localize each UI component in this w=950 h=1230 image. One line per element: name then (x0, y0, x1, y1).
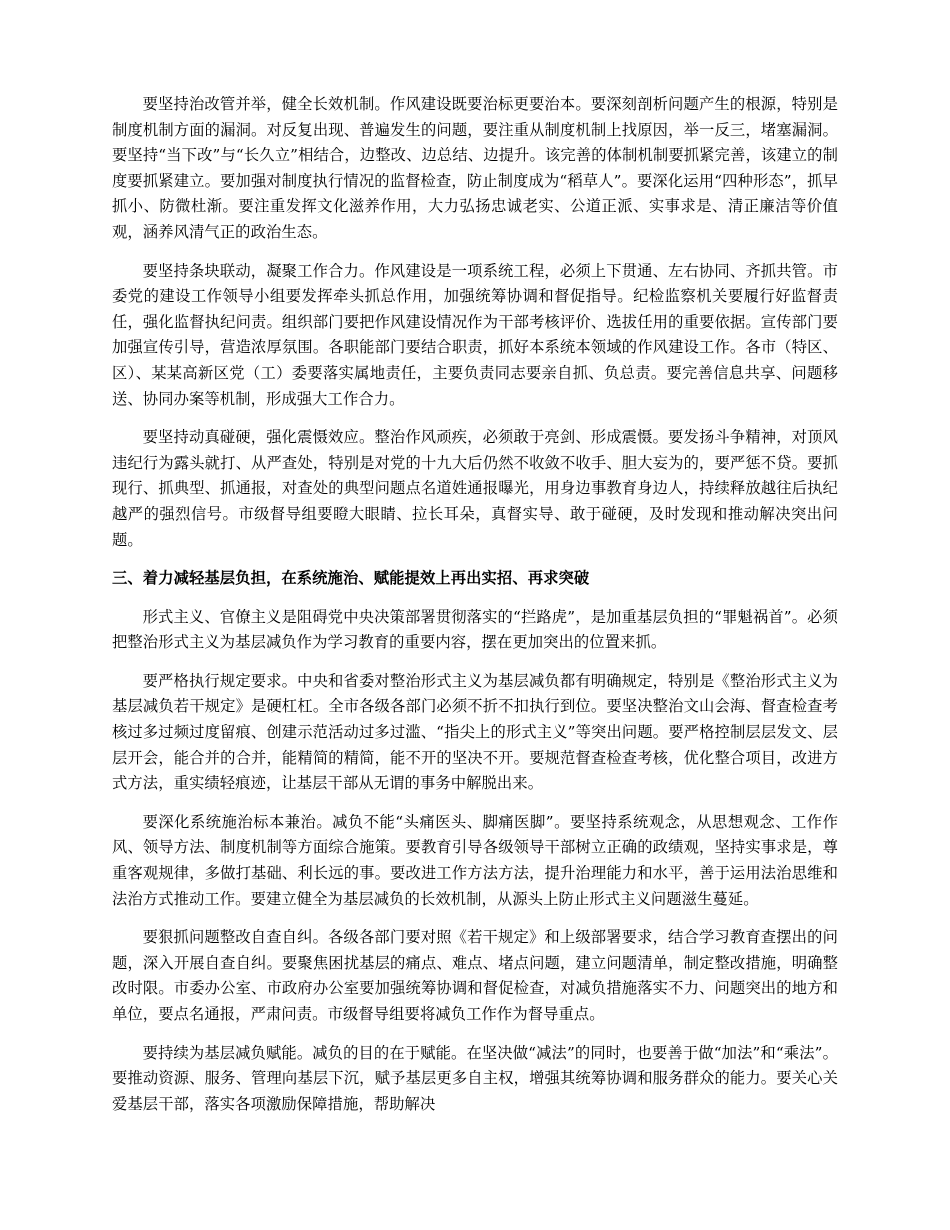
paragraph: 要坚持治改管并举，健全长效机制。作风建设既要治标更要治本。要深刻剖析问题产生的根源，特别是制度机制方面的漏洞。对反复出现、普遍发生的问题，要注重从制度机制上找原因，举一反三，堵塞漏洞。要坚持“当下改”与“长久立”相结合，边整改、边总结、边提升。该完善的体制机制要抓紧完善，该建立的制度要抓紧建立。要加强对制度执行情况的监督检查，防止制度成为“稻草人”。要深化运用“四种形态”，抓早抓小、防微杜渐。要注重发挥文化滋养作用，大力弘扬忠诚老实、公道正派、实事求是、清正廉洁等价值观，涵养风清气正的政治生态。 (112, 95, 838, 241)
paragraph: 要持续为基层减负赋能。减负的目的在于赋能。在坚决做“减法”的同时，也要善于做“加法”和“乘法”。要推动资源、服务、管理向基层下沉，赋予基层更多自主权，增强其统筹协调和服务群众的能力。要关心关爱基层干部，落实各项激励保障措施，帮助解决 (112, 1043, 838, 1113)
paragraph: 要坚持条块联动，凝聚工作合力。作风建设是一项系统工程，必须上下贯通、左右协同、齐抓共管。市委党的建设工作领导小组要发挥牵头抓总作用，加强统筹协调和督促指导。纪检监察机关要履行好监督责任，强化监督执纪问责。组织部门要把作风建设情况作为干部考核评价、选拔任用的重要依据。宣传部门要加强宣传引导，营造浓厚氛围。各职能部门要结合职责，抓好本系统本领域的作风建设工作。各市（特区、区）、某某高新区党（工）委要落实属地责任，主要负责同志要亲自抓、负总责。要完善信息共享、问题移送、协同办案等机制，形成强大工作合力。 (112, 261, 838, 408)
paragraph: 要坚持动真碰硬，强化震慑效应。整治作风顽疾，必须敢于亮剑、形成震慑。要发扬斗争精神，对顶风违纪行为露头就打、从严查处，特别是对党的十九大后仍然不收敛不收手、胆大妄为的，要严惩不贷。要抓现行、抓典型、抓通报，对查处的典型问题点名道姓通报曝光，用身边事教育身边人，持续释放越往后执纪越严的强烈信号。市级督导组要瞪大眼睛、拉长耳朵，真督实导、敢于碰硬，及时发现和推动解决突出问题。 (112, 428, 838, 549)
paragraph: 要狠抓问题整改自查自纠。各级各部门要对照《若干规定》和上级部署要求，结合学习教育查摆出的问题，深入开展自查自纠。要聚焦困扰基层的痛点、难点、堵点问题，建立问题清单，制定整改措施，明确整改时限。市委办公室、市政府办公室要加强统筹协调和督促检查，对减负措施落实不力、问题突出的地方和单位，要点名通报，严肃问责。市级督导组要将减负工作作为督导重点。 (112, 928, 838, 1023)
section-heading: 三、着力减轻基层负担，在系统施治、赋能提效上再出实招、再求突破 (112, 569, 590, 588)
paragraph: 形式主义、官僚主义是阻碍党中央决策部署贯彻落实的“拦路虎”，是加重基层负担的“罪魁祸首”。必须把整治形式主义为基层减负作为学习教育的重要内容，摆在更加突出的位置来抓。 (112, 607, 838, 652)
paragraph: 要深化系统施治标本兼治。减负不能“头痛医头、脚痛医脚”。要坚持系统观念，从思想观念、工作作风、领导方法、制度机制等方面综合施策。要教育引导各级领导干部树立正确的政绩观，坚持实事求是，尊重客观规律，多做打基础、利长远的事。要改进工作方法方法，提升治理能力和水平，善于运用法治思维和法治方式推动工作。要建立健全为基层减负的长效机制，从源头上防止形式主义问题滋生蔓延。 (112, 812, 838, 908)
document-body (112, 92, 838, 1117)
paragraph: 要严格执行规定要求。中央和省委对整治形式主义为基层减负都有明确规定，特别是《整治形式主义为基层减负若干规定》是硬杠杠。全市各级各部门必须不折不扣执行到位。要坚决整治文山会海、督查检查考核过多过频过度留痕、创建示范活动过多过滥、“指尖上的形式主义”等突出问题。要严格控制层层发文、层层开会，能合并的合并，能精简的精简，能不开的坚决不开。要规范督查检查考核，优化整合项目，改进方式方法，重实绩轻痕迹，让基层干部从无谓的事务中解脱出来。 (112, 671, 838, 793)
